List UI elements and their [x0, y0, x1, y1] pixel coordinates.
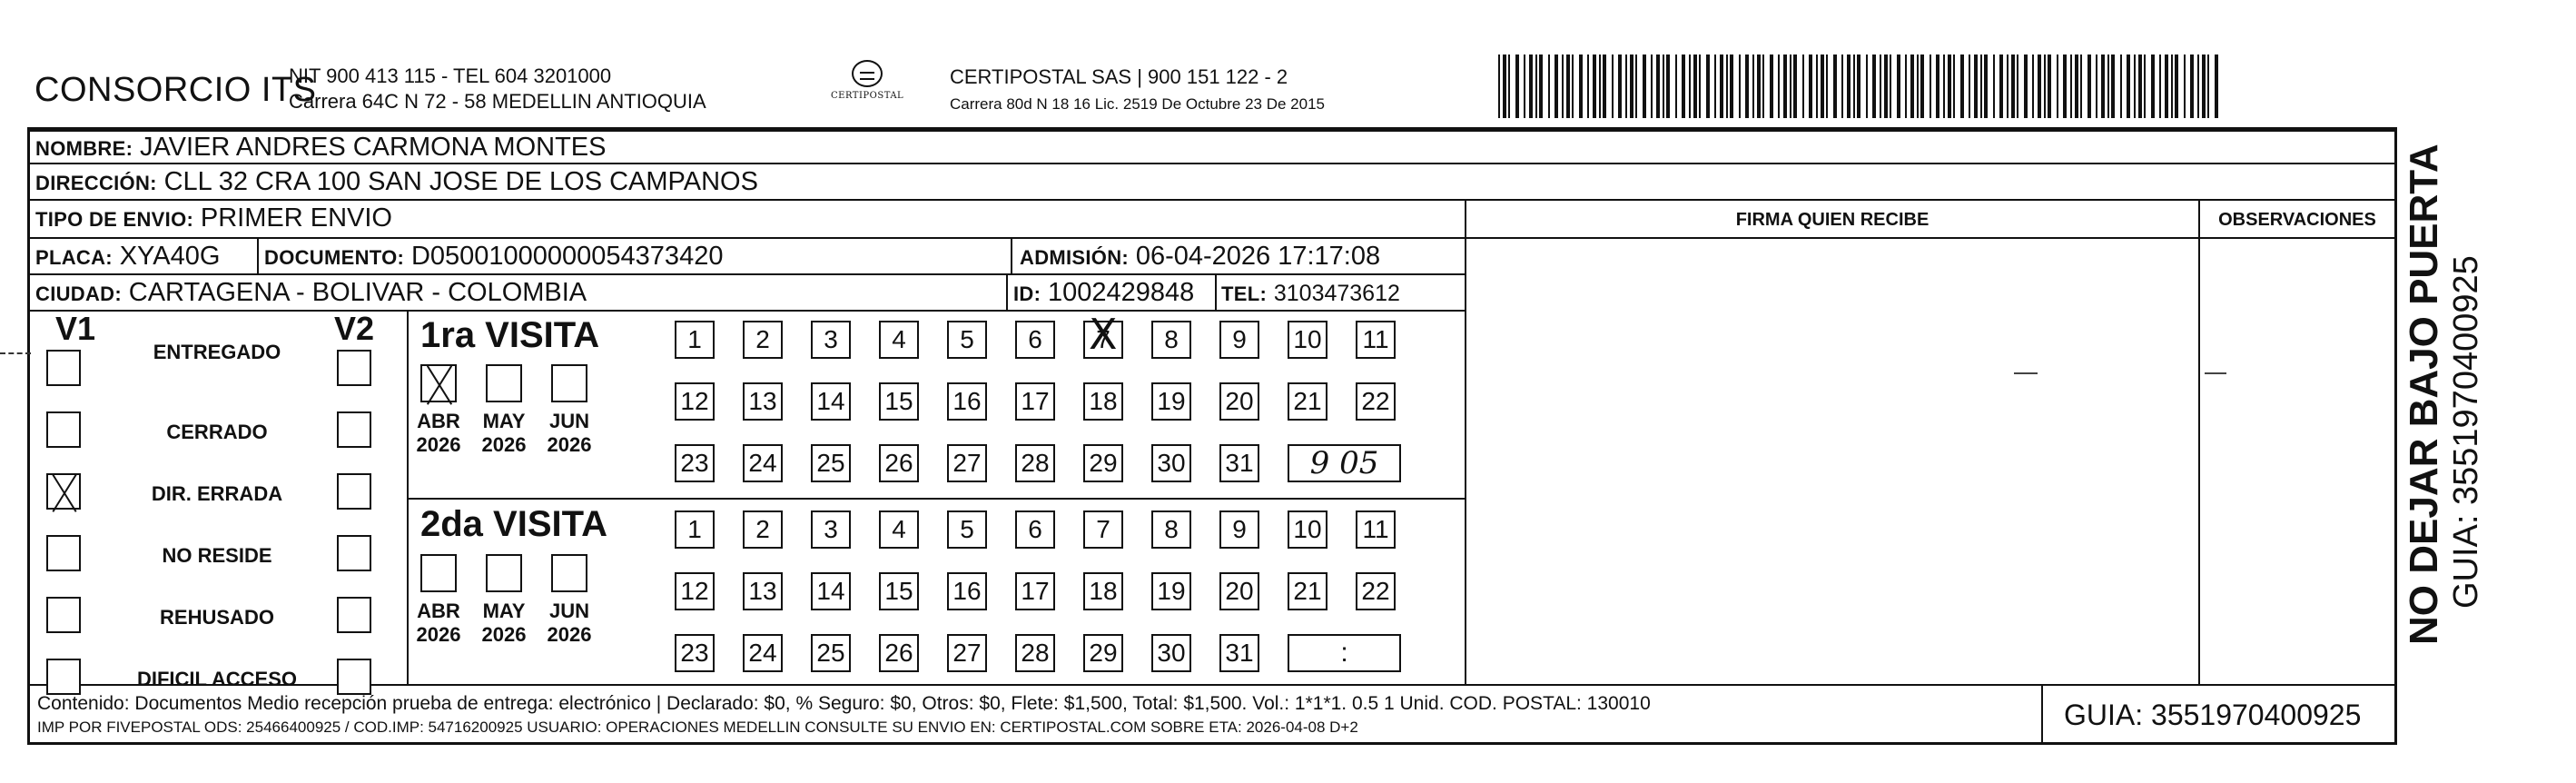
divider	[1215, 273, 1217, 310]
day-box[interactable]: 19	[1151, 382, 1191, 421]
barcode-bar	[2075, 55, 2078, 118]
tel-label: TEL:	[1221, 282, 1268, 305]
ciudad-value: CARTAGENA - BOLIVAR - COLOMBIA	[128, 278, 587, 307]
barcode-bar	[1999, 55, 2003, 118]
barcode-bar	[1666, 55, 1670, 118]
day-box[interactable]: 30	[1151, 634, 1191, 672]
barcode-bar	[1816, 55, 1818, 118]
ciudad-label: CIUDAD:	[35, 282, 122, 305]
day-box[interactable]: 21	[1288, 572, 1327, 610]
tel-field	[1221, 277, 1400, 310]
divider	[30, 273, 1465, 275]
barcode-bar	[1920, 55, 1924, 118]
status-reason-label: DIFICIL ACCESO	[136, 668, 297, 690]
day-box[interactable]: 12	[675, 382, 715, 421]
direccion-label: DIRECCIÓN:	[35, 172, 157, 194]
month-label	[411, 410, 466, 457]
v1-checkbox[interactable]	[46, 350, 81, 386]
barcode-bar	[2101, 55, 2105, 118]
guia-number: GUIA: 3551970400925	[2064, 699, 2362, 731]
firma-header: FIRMA QUIEN RECIBE	[1735, 210, 1930, 230]
day-box[interactable]: 3	[811, 321, 851, 359]
brand-name: CONSORCIO ITS	[35, 71, 317, 109]
status-reason-label: REHUSADO	[160, 606, 274, 629]
barcode-bar	[2048, 55, 2051, 118]
company-info	[289, 64, 706, 136]
tipo-envio-field	[35, 203, 392, 235]
day-box[interactable]: 24	[743, 634, 783, 672]
barcode-bar	[1612, 55, 1614, 118]
barcode-bar	[1682, 55, 1685, 118]
day-box[interactable]: 8	[1151, 510, 1191, 549]
divider	[407, 498, 1465, 500]
month-checkbox[interactable]	[551, 554, 587, 592]
month-checkbox[interactable]	[486, 554, 522, 592]
barcode-bar	[2144, 55, 2146, 118]
barcode-bar	[1515, 55, 1519, 118]
v1-checkbox[interactable]	[46, 473, 81, 510]
month-label	[411, 600, 466, 647]
day-box[interactable]: 21	[1288, 382, 1327, 421]
day-box[interactable]: 1	[675, 321, 715, 359]
nombre-field	[35, 132, 606, 164]
documento-label: DOCUMENTO:	[264, 246, 405, 269]
day-box[interactable]: 13	[743, 382, 783, 421]
tipo-envio-label: TIPO DE ENVIO:	[35, 208, 194, 231]
barcode-bar	[1587, 55, 1589, 118]
barcode-bar	[1745, 55, 1749, 118]
barcode-bar	[2044, 55, 2046, 118]
divider	[2394, 130, 2396, 744]
barcode-bar	[1880, 55, 1881, 118]
month-label	[542, 600, 597, 647]
logo-text: CERTIPOSTAL	[831, 91, 904, 101]
barcode-bar	[1847, 55, 1851, 118]
month-year: 2026	[416, 433, 461, 456]
day-box[interactable]: 10	[1288, 321, 1327, 359]
day-box[interactable]: 15	[879, 572, 919, 610]
v1-header: V1	[55, 310, 96, 347]
barcode-bar	[2202, 55, 2206, 118]
barcode-bar	[1720, 55, 1723, 118]
barcode-bar	[1778, 55, 1780, 118]
month-checkbox[interactable]	[420, 554, 457, 592]
month-year: 2026	[547, 433, 592, 456]
day-box[interactable]: 19	[1151, 572, 1191, 610]
tipo-envio-value: PRIMER ENVIO	[200, 203, 392, 233]
barcode-bar	[2063, 55, 2067, 118]
barcode-bar	[1953, 55, 1955, 118]
day-box[interactable]: 1	[675, 510, 715, 549]
day-box[interactable]: 29	[1083, 634, 1123, 672]
barcode-bar	[1498, 55, 1500, 118]
month-name: MAY	[482, 600, 526, 622]
barcode-bar	[1821, 55, 1824, 118]
barcode-bar	[1726, 55, 1728, 118]
day-box[interactable]: 11	[1356, 510, 1396, 549]
day-box[interactable]: 9	[1219, 321, 1259, 359]
id-field	[1013, 277, 1194, 310]
barcode-bar	[2134, 55, 2136, 118]
direccion-value: CLL 32 CRA 100 SAN JOSE DE LOS CAMPANOS	[163, 167, 758, 196]
day-box[interactable]: 10	[1288, 510, 1327, 549]
status-reason-label: NO RESIDE	[162, 544, 272, 567]
day-box[interactable]: 5	[947, 321, 987, 359]
day-box[interactable]: 2	[743, 510, 783, 549]
barcode-bar	[2207, 55, 2209, 118]
status-reason-label: ENTREGADO	[153, 341, 281, 363]
nombre-label: NOMBRE:	[35, 137, 133, 160]
barcode-bar	[1630, 55, 1633, 118]
day-box[interactable]: 24	[743, 444, 783, 482]
day-box[interactable]: 8	[1151, 321, 1191, 359]
tel-value: 3103473612	[1273, 281, 1400, 306]
barcode-bar	[1503, 55, 1506, 118]
barcode-bar	[1890, 55, 1891, 118]
barcode-bar	[1943, 55, 1945, 118]
divider	[1465, 201, 1466, 684]
admision-label: ADMISIÓN:	[1020, 246, 1130, 269]
v2-checkbox[interactable]	[337, 473, 371, 510]
barcode	[1498, 55, 2225, 118]
month-checkbox[interactable]	[486, 364, 522, 402]
barcode-bar	[1905, 55, 1907, 118]
day-box[interactable]: 9	[1219, 510, 1259, 549]
v2-checkbox[interactable]	[337, 350, 371, 386]
status-reason-label: CERRADO	[166, 421, 268, 443]
footer-content: Contenido: Documentos Medio recepción prueba de entrega: electrónico | Declarado: $0, % Seguro: $0, Otros: $0, Flete: $1,500, Total: $1,500. Vol.: 1*1*1. 0.5 1 Unid. COD. POSTAL: 130010	[37, 693, 1651, 714]
month-name: JUN	[548, 410, 589, 432]
barcode-bar	[1770, 55, 1773, 118]
barcode-bar	[1572, 55, 1574, 118]
day-box[interactable]: 20	[1219, 572, 1259, 610]
divider	[1006, 273, 1008, 310]
cut-guide	[0, 352, 31, 354]
nombre-value: JAVIER ANDRES CARMONA MONTES	[139, 133, 607, 162]
barcode-bar	[1833, 55, 1837, 118]
certipostal-logo	[831, 60, 903, 116]
barcode-bar	[1643, 55, 1646, 118]
day-box[interactable]: 14	[811, 382, 851, 421]
barcode-bar	[1857, 55, 1860, 118]
footer-print-info: IMP POR FIVEPOSTAL ODS: 25466400925 / COD.IMP: 54716200925 USUARIO: OPERACIONES MEDELLIN CONSULTE SU ENVIO EN: CERTIPOSTAL.COM SOBRE ETA: 2026-04-08 D+2	[37, 719, 1358, 736]
barcode-bar	[2038, 55, 2041, 118]
barcode-bar	[2151, 55, 2155, 118]
barcode-bar	[2171, 55, 2173, 118]
month-label	[477, 600, 531, 647]
barcode-bar	[1539, 55, 1543, 118]
v2-header: V2	[334, 310, 375, 347]
divider	[407, 310, 409, 684]
day-box[interactable]: 23	[675, 634, 715, 672]
barcode-bar	[2175, 55, 2178, 118]
day-box[interactable]: 4	[879, 321, 919, 359]
barcode-bar	[1579, 55, 1583, 118]
barcode-bar	[1593, 55, 1596, 118]
barcode-bar	[1802, 55, 1804, 118]
barcode-bar	[2190, 55, 2194, 118]
side-guia: GUIA: 3551970400925	[2447, 255, 2485, 609]
day-box[interactable]: 25	[811, 634, 851, 672]
month-checkbox[interactable]	[420, 364, 457, 402]
day-box[interactable]: 14	[811, 572, 851, 610]
day-box[interactable]: 27	[947, 444, 987, 482]
month-year: 2026	[416, 623, 461, 646]
day-box[interactable]: 22	[1356, 382, 1396, 421]
barcode-bar	[1783, 55, 1787, 118]
logo-icon	[852, 60, 883, 87]
v2-checkbox[interactable]	[337, 411, 371, 448]
barcode-bar	[2024, 55, 2028, 118]
divider	[2198, 201, 2200, 684]
barcode-bar	[1841, 55, 1843, 118]
barcode-bar	[1548, 55, 1550, 118]
divider	[30, 684, 2394, 686]
day-box[interactable]: 6	[1015, 510, 1055, 549]
barcode-bar	[1625, 55, 1627, 118]
barcode-bar	[1917, 55, 1919, 118]
month-checkbox[interactable]	[551, 364, 587, 402]
barcode-bar	[1714, 55, 1716, 118]
placa-field	[35, 241, 220, 273]
barcode-bar	[2127, 55, 2130, 118]
v2-checkbox[interactable]	[337, 535, 371, 571]
barcode-bar	[1699, 55, 1701, 118]
barcode-bar	[1675, 55, 1677, 118]
day-box[interactable]: 12	[675, 572, 715, 610]
visit-time-field[interactable]: 9 05	[1288, 444, 1401, 482]
barcode-bar	[1980, 55, 1982, 118]
month-year: 2026	[481, 623, 527, 646]
day-box[interactable]: 31	[1219, 444, 1259, 482]
divider	[2041, 684, 2043, 744]
address-line: Carrera 64C N 72 - 58 MEDELLIN ANTIOQUIA	[289, 90, 706, 113]
barcode-bar	[1884, 55, 1888, 118]
day-box[interactable]: 7	[1083, 510, 1123, 549]
month-name: ABR	[417, 410, 460, 432]
day-box[interactable]: 2	[743, 321, 783, 359]
day-box[interactable]: 28	[1015, 634, 1055, 672]
barcode-bar	[2184, 55, 2186, 118]
divider	[30, 310, 1465, 312]
day-box[interactable]: 26	[879, 634, 919, 672]
barcode-bar	[1853, 55, 1855, 118]
barcode-bar	[1603, 55, 1606, 118]
v1-checkbox[interactable]	[46, 535, 81, 571]
id-label: ID:	[1013, 282, 1041, 305]
barcode-bar	[2138, 55, 2142, 118]
day-box[interactable]: 22	[1356, 572, 1396, 610]
month-year: 2026	[547, 623, 592, 646]
barcode-bar	[2197, 55, 2199, 118]
barcode-bar	[2017, 55, 2018, 118]
barcode-bar	[1739, 55, 1741, 118]
day-box[interactable]: 29	[1083, 444, 1123, 482]
nit-line: NIT 900 413 115 - TEL 604 3201000	[289, 64, 612, 87]
day-box[interactable]: 17	[1015, 382, 1055, 421]
barcode-bar	[1984, 55, 1988, 118]
barcode-bar	[1524, 55, 1525, 118]
barcode-bar	[2215, 55, 2218, 118]
day-box[interactable]: 6	[1015, 321, 1055, 359]
barcode-bar	[1974, 55, 1978, 118]
barcode-bar	[1872, 55, 1876, 118]
day-box[interactable]: 26	[879, 444, 919, 482]
barcode-bar	[1689, 55, 1691, 118]
day-box[interactable]: 18	[1083, 382, 1123, 421]
divider	[1011, 237, 1012, 273]
barcode-bar	[1969, 55, 1970, 118]
direccion-field	[35, 166, 758, 199]
barcode-bar	[1910, 55, 1914, 118]
barcode-bar	[1793, 55, 1797, 118]
day-box[interactable]: 4	[879, 510, 919, 549]
carrier-line: CERTIPOSTAL SAS | 900 151 122 - 2	[950, 65, 1288, 88]
barcode-bar	[1936, 55, 1939, 118]
admision-field	[1020, 241, 1380, 273]
barcode-bar	[2120, 55, 2122, 118]
day-box[interactable]: 28	[1015, 444, 1055, 482]
barcode-bar	[1635, 55, 1637, 118]
barcode-bar	[1706, 55, 1710, 118]
day-box[interactable]: 23	[675, 444, 715, 482]
divider	[1465, 237, 2394, 239]
admision-value: 06-04-2026 17:17:08	[1135, 242, 1381, 271]
day-box[interactable]: 13	[743, 572, 783, 610]
documento-field	[264, 241, 723, 273]
barcode-bar	[1663, 55, 1664, 118]
barcode-bar	[2096, 55, 2097, 118]
day-box[interactable]: 25	[811, 444, 851, 482]
barcode-bar	[1790, 55, 1791, 118]
barcode-bar	[2087, 55, 2091, 118]
barcode-bar	[1809, 55, 1812, 118]
barcode-bar	[2080, 55, 2082, 118]
barcode-bar	[1656, 55, 1660, 118]
barcode-bar	[1651, 55, 1653, 118]
day-box[interactable]: 18	[1083, 572, 1123, 610]
form-frame	[27, 127, 2397, 745]
v1-checkbox[interactable]	[46, 597, 81, 633]
barcode-bar	[1993, 55, 1995, 118]
barcode-bar	[2011, 55, 2015, 118]
barcode-bar	[1508, 55, 1510, 118]
visit-time-field[interactable]: :	[1288, 634, 1401, 672]
barcode-bar	[1693, 55, 1697, 118]
day-box[interactable]: 5	[947, 510, 987, 549]
barcode-bar	[1948, 55, 1951, 118]
v2-checkbox[interactable]	[337, 659, 371, 695]
day-box[interactable]: 20	[1219, 382, 1259, 421]
month-label	[542, 410, 597, 457]
day-box[interactable]: 27	[947, 634, 987, 672]
barcode-bar	[2007, 55, 2008, 118]
barcode-bar	[1897, 55, 1900, 118]
barcode-bar	[2070, 55, 2072, 118]
month-name: JUN	[548, 600, 589, 622]
day-box[interactable]: 15	[879, 382, 919, 421]
barcode-bar	[1826, 55, 1828, 118]
visit1-title: 1ra VISITA	[420, 315, 600, 355]
barcode-bar	[1554, 55, 1558, 118]
carrier-info	[950, 64, 1325, 136]
divider	[30, 199, 2394, 201]
day-box[interactable]: 3	[811, 510, 851, 549]
v1-checkbox[interactable]	[46, 411, 81, 448]
barcode-bar	[1566, 55, 1570, 118]
id-value: 1002429848	[1048, 278, 1195, 307]
side-warning: NO DEJAR BAJO PUERTA	[2402, 144, 2446, 645]
barcode-bar	[2057, 55, 2058, 118]
barcode-bar	[2159, 55, 2161, 118]
barcode-bar	[1930, 55, 1931, 118]
signature-mark	[2014, 372, 2038, 374]
barcode-bar	[1752, 55, 1754, 118]
visit2-title: 2da VISITA	[420, 504, 607, 544]
barcode-bar	[1960, 55, 1964, 118]
barcode-bar	[1866, 55, 1868, 118]
placa-value: XYA40G	[119, 242, 221, 271]
barcode-bar	[1618, 55, 1622, 118]
barcode-bar	[1529, 55, 1533, 118]
barcode-bar	[2107, 55, 2109, 118]
v2-checkbox[interactable]	[337, 597, 371, 633]
day-box[interactable]: 17	[1015, 572, 1055, 610]
placa-label: PLACA:	[35, 246, 113, 269]
day-box[interactable]: 16	[947, 572, 987, 610]
day-box[interactable]: 16	[947, 382, 987, 421]
barcode-bar	[2111, 55, 2115, 118]
v1-checkbox[interactable]	[46, 659, 81, 695]
observation-mark	[2205, 372, 2226, 374]
barcode-bar	[1599, 55, 1601, 118]
carrier-license: Carrera 80d N 18 16 Lic. 2519 De Octubre 23 De 2015	[950, 95, 1325, 113]
barcode-bar	[1730, 55, 1733, 118]
month-year: 2026	[481, 433, 527, 456]
day-box[interactable]: 31	[1219, 634, 1259, 672]
ciudad-field	[35, 277, 587, 310]
barcode-bar	[2165, 55, 2168, 118]
barcode-bar	[1757, 55, 1761, 118]
month-name: MAY	[482, 410, 526, 432]
documento-value: D05001000000054373420	[410, 242, 724, 271]
barcode-bar	[1762, 55, 1764, 118]
observaciones-header: OBSERVACIONES	[2218, 210, 2376, 230]
barcode-bar	[2032, 55, 2034, 118]
day-box[interactable]: 30	[1151, 444, 1191, 482]
month-label	[477, 410, 531, 457]
month-name: ABR	[417, 600, 460, 622]
day-box[interactable]: 7 X	[1083, 321, 1123, 359]
divider	[257, 237, 259, 273]
barcode-bar	[1535, 55, 1537, 118]
status-reason-label: DIR. ERRADA	[151, 482, 283, 505]
barcode-bar	[1562, 55, 1564, 118]
day-box[interactable]: 11	[1356, 321, 1396, 359]
